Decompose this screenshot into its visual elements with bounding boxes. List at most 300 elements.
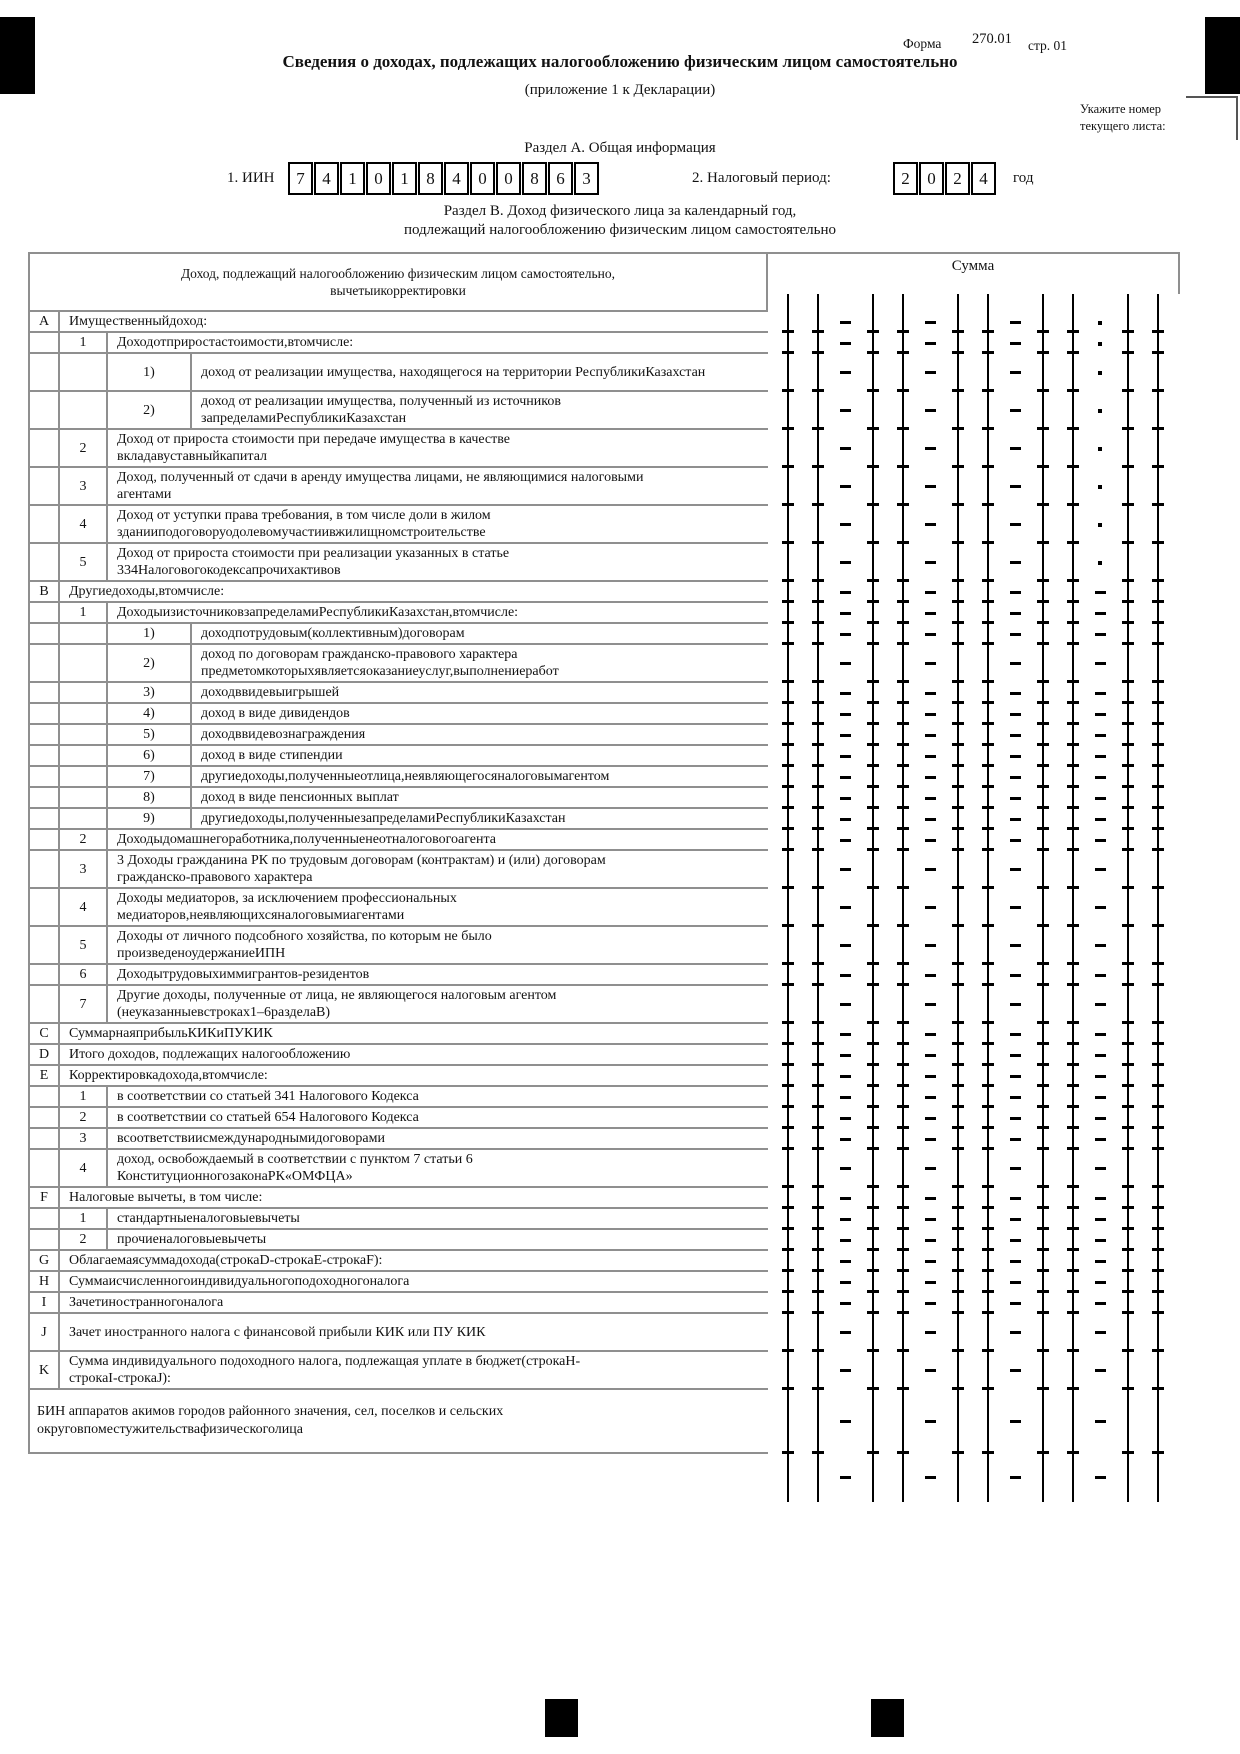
amount-cell-tick (897, 1311, 909, 1314)
amount-cell-tick (952, 1147, 964, 1150)
row-text: прочиеналоговыевычеты (117, 1232, 267, 1247)
amount-cell-tick (1122, 1105, 1134, 1108)
amount-separator-dot (1098, 523, 1102, 527)
row-text: Суммаисчисленногоиндивидуальногоподоходногоналога (69, 1274, 410, 1289)
amount-cell-tick (1067, 389, 1079, 392)
table-row (28, 1108, 768, 1129)
amount-separator-dash (840, 485, 851, 488)
amount-cell-tick (867, 579, 879, 582)
iin-digit-cell[interactable]: 0 (366, 162, 391, 195)
amount-cell-tick (1152, 1147, 1164, 1150)
amount-separator-dash (925, 1281, 936, 1284)
row-label: 4 (60, 889, 108, 925)
amount-cell-tick (782, 1451, 794, 1454)
amount-cell-tick (1067, 1269, 1079, 1272)
amount-cell-tick (982, 806, 994, 809)
row-label: 2) (108, 645, 192, 681)
amount-cell-tick (782, 764, 794, 767)
amount-cell-tick (1152, 642, 1164, 645)
amount-cell-tick (897, 827, 909, 830)
table-row (28, 1251, 768, 1272)
row-empty-cell (30, 1108, 60, 1127)
row-text: Имущественныйдоход: (69, 314, 208, 329)
amount-cell-tick (952, 701, 964, 704)
amount-cell-tick (1037, 1126, 1049, 1129)
table-row (28, 889, 768, 927)
amount-separator-dash (840, 974, 851, 977)
amount-cell-tick (867, 848, 879, 851)
amount-cell-tick (897, 579, 909, 582)
amount-cell-tick (1152, 848, 1164, 851)
amount-cell-tick (1067, 621, 1079, 624)
amount-cell-tick (1037, 827, 1049, 830)
amount-cell-tick (812, 848, 824, 851)
amount-separator-dash (1010, 1260, 1021, 1263)
amount-separator-dash (1095, 1476, 1106, 1479)
amount-cell-tick (1152, 1126, 1164, 1129)
row-label: 4) (108, 704, 192, 723)
row-empty-cell (30, 544, 60, 580)
amount-cell-tick (1067, 886, 1079, 889)
amount-separator-dash (925, 1054, 936, 1057)
amount-cell-tick (952, 1206, 964, 1209)
iin-digit-cell[interactable]: 4 (444, 162, 469, 195)
amount-cell-tick (782, 743, 794, 746)
row-empty-cell (30, 767, 60, 786)
tax-period-input[interactable] (893, 162, 996, 195)
sheet-note-line2: текущего листа: (1080, 119, 1166, 133)
amount-separator-dash (1095, 944, 1106, 947)
amount-cell-tick (782, 465, 794, 468)
row-text: доход по договорам гражданско-правового характера предметомкоторыхявляетсяоказаниеуслуг,выполнениеработ (201, 647, 559, 679)
tax-period-digit-cell[interactable]: 0 (919, 162, 944, 195)
amount-cell-tick (982, 983, 994, 986)
tax-period-digit-cell[interactable]: 4 (971, 162, 996, 195)
amount-cell-tick (982, 351, 994, 354)
amount-cell-tick (812, 1227, 824, 1230)
row-label: A (30, 312, 60, 331)
amount-separator-dash (925, 1096, 936, 1099)
amount-cell-tick (782, 1311, 794, 1314)
amount-cell-tick (1152, 1063, 1164, 1066)
amount-cell-tick (812, 1021, 824, 1024)
amount-cell-tick (1122, 848, 1134, 851)
amount-cell-tick (1037, 351, 1049, 354)
amount-separator-dash (1095, 839, 1106, 842)
sum-column-header: Сумма (951, 258, 995, 274)
amount-cell-tick (812, 1269, 824, 1272)
amount-cell-tick (812, 1042, 824, 1045)
amount-separator-dash (1095, 906, 1106, 909)
row-empty-cell (60, 704, 108, 723)
amount-cell-tick (867, 785, 879, 788)
amount-cell-tick (867, 806, 879, 809)
amount-cell-tick (897, 1227, 909, 1230)
amount-cell-tick (1122, 389, 1134, 392)
iin-digit-cell[interactable]: 8 (522, 162, 547, 195)
amount-cell-tick (1067, 579, 1079, 582)
amount-cell-tick (1122, 600, 1134, 603)
amount-cell-tick (1152, 621, 1164, 624)
amount-cell-tick (982, 680, 994, 683)
amount-cell-tick (812, 1387, 824, 1390)
amount-cell-tick (1067, 1248, 1079, 1251)
amount-separator-dash (925, 818, 936, 821)
row-label: I (30, 1293, 60, 1312)
iin-digit-cell[interactable]: 0 (470, 162, 495, 195)
amount-separator-dash (1095, 868, 1106, 871)
amount-cell-tick (952, 680, 964, 683)
amount-cell-tick (1067, 330, 1079, 333)
amount-cell-tick (897, 1349, 909, 1352)
amount-separator-dash (840, 447, 851, 450)
amount-separator-dash (1010, 1054, 1021, 1057)
row-label: H (30, 1272, 60, 1291)
amount-separator-dash (1095, 1197, 1106, 1200)
amount-cell-tick (952, 1105, 964, 1108)
row-label: 2 (60, 1230, 108, 1249)
amount-cell-tick (1122, 764, 1134, 767)
amount-separator-dash (840, 1167, 851, 1170)
year-suffix-label: год (1013, 170, 1034, 186)
registration-mark-bottom-left (545, 1699, 578, 1737)
amount-cell-tick (982, 1387, 994, 1390)
row-label: 1 (60, 1209, 108, 1228)
amount-cell-tick (982, 785, 994, 788)
amount-cell-tick (897, 465, 909, 468)
amount-cell-tick (1152, 764, 1164, 767)
amount-cell-tick (1067, 1206, 1079, 1209)
amount-cell-tick (1152, 1451, 1164, 1454)
amount-cell-tick (952, 1084, 964, 1087)
amount-cell-tick (982, 1185, 994, 1188)
row-empty-cell (60, 725, 108, 744)
amount-separator-dash (925, 633, 936, 636)
amount-cell-tick (782, 1147, 794, 1150)
amount-cell-tick (952, 1349, 964, 1352)
amount-cell-tick (1122, 427, 1134, 430)
amount-cell-tick (1122, 701, 1134, 704)
amount-separator-dash (925, 839, 936, 842)
amount-separator-dash (925, 1117, 936, 1120)
amount-separator-dot (1098, 342, 1102, 346)
amount-separator-dash (925, 1239, 936, 1242)
row-empty-cell (60, 746, 108, 765)
amount-cell-tick (812, 330, 824, 333)
amount-cell-tick (782, 1063, 794, 1066)
amount-cell-tick (812, 465, 824, 468)
amount-cell-tick (1152, 1206, 1164, 1209)
amount-separator-dash (1010, 974, 1021, 977)
table-row (28, 851, 768, 889)
amount-cell-tick (1037, 1063, 1049, 1066)
amount-separator-dash (1095, 1096, 1106, 1099)
amount-cell-tick (812, 827, 824, 830)
amount-cell-tick (1037, 330, 1049, 333)
amount-cell-line (817, 294, 819, 1502)
amount-separator-dash (925, 692, 936, 695)
amount-cell-tick (1037, 1185, 1049, 1188)
row-empty-cell (30, 746, 60, 765)
amount-cell-tick (867, 1387, 879, 1390)
iin-digit-cell[interactable]: 7 (288, 162, 313, 195)
amount-cell-line (1127, 294, 1129, 1502)
amount-cell-tick (867, 1206, 879, 1209)
row-text: ДоходыизисточниковзапределамиРеспубликиКазахстан,втомчисле: (117, 605, 519, 620)
amount-cell-tick (1152, 503, 1164, 506)
amount-cell-tick (812, 389, 824, 392)
row-text: Доход, полученный от сдачи в аренду имущества лицами, не являющимися налоговыми агентами (117, 470, 644, 502)
amount-cell-tick (1122, 1084, 1134, 1087)
amount-cell-tick (1037, 806, 1049, 809)
amount-separator-dash (1010, 561, 1021, 564)
amount-cell-tick (982, 1042, 994, 1045)
amount-cell-tick (1037, 1206, 1049, 1209)
amount-cell-tick (1152, 1248, 1164, 1251)
amount-cell-tick (897, 848, 909, 851)
row-text: доходпотрудовым(коллективным)договорам (201, 626, 465, 641)
amount-separator-dash (1010, 818, 1021, 821)
iin-digit-cell[interactable]: 0 (496, 162, 521, 195)
iin-digit-cell[interactable]: 4 (314, 162, 339, 195)
amount-cell-tick (1037, 1269, 1049, 1272)
amount-cell-tick (1037, 886, 1049, 889)
amount-cell-tick (982, 465, 994, 468)
amount-cell-tick (952, 785, 964, 788)
row-label: 3 (60, 468, 108, 504)
iin-digit-cell[interactable]: 8 (418, 162, 443, 195)
amount-cell-tick (897, 924, 909, 927)
amount-cell-tick (867, 1227, 879, 1230)
row-text: другиедоходы,полученныеотлица,неявляющегосяналоговымагентом (201, 769, 610, 784)
iin-digit-cell[interactable]: 1 (340, 162, 365, 195)
iin-input[interactable] (288, 162, 599, 195)
amount-cell-tick (1067, 1451, 1079, 1454)
amount-separator-dash (1010, 1075, 1021, 1078)
amount-cell-tick (782, 924, 794, 927)
amount-cell-tick (1122, 621, 1134, 624)
amount-cell-tick (1037, 1227, 1049, 1230)
row-empty-cell (30, 927, 60, 963)
amount-cell-tick (1037, 764, 1049, 767)
amount-cell-tick (812, 983, 824, 986)
amount-cell-tick (1152, 1269, 1164, 1272)
amount-cell-tick (1037, 642, 1049, 645)
amount-separator-dash (840, 1476, 851, 1479)
amount-separator-dash (1010, 1117, 1021, 1120)
amount-cell-tick (1037, 1349, 1049, 1352)
amount-cell-tick (867, 743, 879, 746)
amount-cell-tick (782, 541, 794, 544)
amount-cell-tick (867, 1105, 879, 1108)
amount-separator-dash (840, 1420, 851, 1423)
amount-cell-tick (897, 1105, 909, 1108)
amount-cell-tick (1122, 1185, 1134, 1188)
row-empty-cell (30, 725, 60, 744)
amount-separator-dot (1098, 485, 1102, 489)
amount-cell-tick (952, 642, 964, 645)
amount-cell-tick (782, 579, 794, 582)
amount-cell-tick (867, 465, 879, 468)
tax-period-digit-cell[interactable]: 2 (893, 162, 918, 195)
amount-separator-dash (840, 713, 851, 716)
amount-cell-tick (1067, 848, 1079, 851)
table-row (28, 544, 768, 582)
row-text: в соответствии со статьей 341 Налогового Кодекса (117, 1089, 419, 1104)
sheet-note-line1: Укажите номер (1080, 102, 1162, 116)
amount-cell-tick (897, 722, 909, 725)
amount-cell-tick (782, 680, 794, 683)
amount-cell-tick (897, 1248, 909, 1251)
iin-digit-cell[interactable]: 3 (574, 162, 599, 195)
amount-cell-tick (782, 389, 794, 392)
amount-separator-dash (840, 1054, 851, 1057)
row-text: Корректировкадохода,втомчисле: (69, 1068, 268, 1083)
amount-cell-tick (867, 924, 879, 927)
amount-cell-tick (782, 427, 794, 430)
amount-separator-dot (1098, 321, 1102, 325)
amount-cell-tick (867, 1126, 879, 1129)
amount-separator-dash (1095, 612, 1106, 615)
amount-separator-dash (1095, 755, 1106, 758)
form-label: Форма (903, 36, 942, 51)
row-label: J (30, 1314, 60, 1350)
amount-separator-dash (1010, 1331, 1021, 1334)
amount-separator-dash (1095, 1054, 1106, 1057)
amount-separator-dash (925, 906, 936, 909)
amount-separator-dash (1010, 713, 1021, 716)
amount-separator-dash (1095, 692, 1106, 695)
amount-cell-tick (1037, 1387, 1049, 1390)
row-empty-cell (30, 624, 60, 643)
amount-cell-tick (1037, 541, 1049, 544)
amount-cell-tick (782, 1185, 794, 1188)
amount-cell-tick (1122, 1248, 1134, 1251)
amount-cell-tick (1037, 1147, 1049, 1150)
amount-cell-tick (897, 1084, 909, 1087)
row-empty-cell (60, 354, 108, 390)
amount-cell-tick (982, 962, 994, 965)
row-empty-cell (60, 624, 108, 643)
amount-cell-tick (782, 642, 794, 645)
amount-cell-tick (867, 330, 879, 333)
amount-cell-tick (1037, 743, 1049, 746)
amount-cell-tick (1152, 722, 1164, 725)
amount-cell-tick (812, 1290, 824, 1293)
amount-cell-tick (1152, 351, 1164, 354)
amount-cell-tick (952, 722, 964, 725)
amount-cell-tick (1037, 621, 1049, 624)
amount-separator-dash (925, 1033, 936, 1036)
table-row (28, 1024, 768, 1045)
row-empty-cell (30, 1150, 60, 1186)
amount-cell-tick (952, 983, 964, 986)
iin-digit-cell[interactable]: 6 (548, 162, 573, 195)
amount-cell-tick (782, 1269, 794, 1272)
amount-cell-tick (952, 848, 964, 851)
tax-period-digit-cell[interactable]: 2 (945, 162, 970, 195)
amount-cell-tick (1152, 1084, 1164, 1087)
amount-separator-dash (1095, 974, 1106, 977)
row-label: K (30, 1352, 60, 1388)
amount-cell-line (1157, 294, 1159, 1502)
amount-cell-tick (982, 330, 994, 333)
amount-cell-tick (812, 1126, 824, 1129)
amount-cell-tick (952, 886, 964, 889)
row-label: 1) (108, 354, 192, 390)
amount-separator-dash (1010, 321, 1021, 324)
amount-cell-tick (982, 1084, 994, 1087)
amount-separator-dash (840, 868, 851, 871)
amount-cell-tick (982, 1147, 994, 1150)
income-header-line1: Доход, подлежащий налогообложению физическим лицом самостоятельно, (180, 266, 616, 281)
section-a-heading: Раздел А. Общая информация (524, 140, 716, 156)
row-text: Другиедоходы,втомчисле: (69, 584, 225, 599)
amount-cell-tick (1067, 503, 1079, 506)
amount-separator-dash (840, 1003, 851, 1006)
income-table-header (28, 252, 768, 312)
amount-cell-tick (867, 1349, 879, 1352)
amount-cell-tick (952, 1248, 964, 1251)
amount-cell-tick (1122, 1063, 1134, 1066)
amount-cell-tick (1067, 1084, 1079, 1087)
amount-cell-tick (982, 427, 994, 430)
amount-cell-tick (1037, 1084, 1049, 1087)
amount-separator-dash (925, 1420, 936, 1423)
amount-cell-tick (982, 621, 994, 624)
income-table-rows (28, 312, 768, 1390)
amount-cell-tick (812, 785, 824, 788)
row-text: СуммарнаяприбыльКИКиПУКИК (69, 1026, 273, 1041)
row-text: Доход от уступки права требования, в том числе доли в жилом зданииподоговоруодолевомучастиивжилищномстроительстве (117, 508, 491, 540)
amount-cell-tick (812, 1311, 824, 1314)
amount-cell-tick (1067, 465, 1079, 468)
amount-cell-tick (1037, 848, 1049, 851)
sheet-number-box-top (1186, 96, 1238, 98)
row-empty-cell (30, 1230, 60, 1249)
amount-cell-tick (1152, 330, 1164, 333)
amount-separator-dash (840, 734, 851, 737)
amount-cell-tick (897, 1147, 909, 1150)
amount-cell-tick (1122, 743, 1134, 746)
row-label: 5 (60, 927, 108, 963)
amount-cell-tick (982, 600, 994, 603)
amount-cell-tick (1067, 600, 1079, 603)
amount-separator-dash (840, 1033, 851, 1036)
amount-cell-tick (867, 621, 879, 624)
amount-cell-tick (867, 642, 879, 645)
form-number: 270.01 (972, 31, 1012, 47)
amount-cell-tick (1037, 1290, 1049, 1293)
amount-cell-tick (1122, 503, 1134, 506)
amount-cell-tick (1152, 600, 1164, 603)
amount-separator-dash (1010, 409, 1021, 412)
amount-cell-tick (952, 962, 964, 965)
row-text: Доходытрудовыхиммигрантов-резидентов (117, 967, 370, 982)
amount-cell-tick (1037, 785, 1049, 788)
amount-cell-tick (982, 722, 994, 725)
amount-cell-line (987, 294, 989, 1502)
amount-separator-dash (1010, 776, 1021, 779)
row-empty-cell (60, 645, 108, 681)
table-row (28, 1150, 768, 1188)
amount-cell-tick (812, 1147, 824, 1150)
amount-cell-tick (982, 503, 994, 506)
iin-digit-cell[interactable]: 1 (392, 162, 417, 195)
row-text: Облагаемаясуммадохода(строкаD-строкаE-строкаF): (69, 1253, 383, 1268)
amount-cell-tick (1152, 1185, 1164, 1188)
amount-cell-tick (897, 806, 909, 809)
